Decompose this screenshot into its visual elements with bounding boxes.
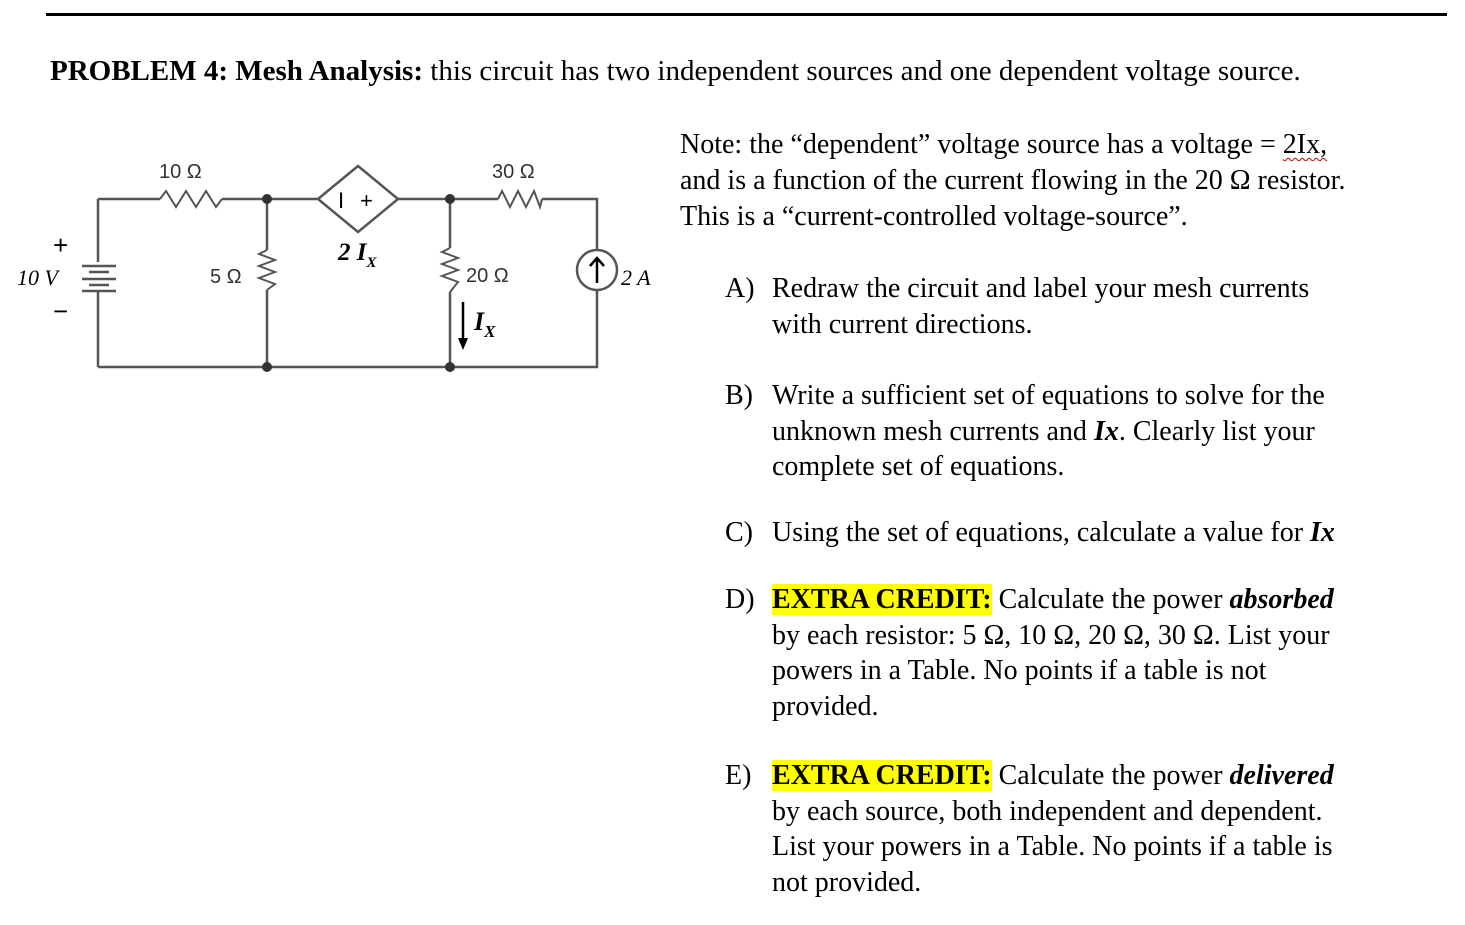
label-ix: $I_X$ xyxy=(474,307,496,341)
wire-top-right xyxy=(542,199,597,250)
note-line-3: This is a “current-controlled voltage-source”. xyxy=(680,201,1188,232)
note-block xyxy=(680,127,1450,235)
extra-credit-highlight-e: EXTRA CREDIT: xyxy=(772,760,992,791)
label-30-ohm: 30 Ω xyxy=(492,161,535,183)
problem-topic: Mesh Analysis: xyxy=(235,55,424,87)
dependent-expression: 2Ix, xyxy=(1282,129,1328,160)
label-minus: − xyxy=(53,296,69,326)
resistor-30-ohm xyxy=(498,191,542,207)
problem-number: PROBLEM 4: xyxy=(50,55,229,87)
label-plus: + xyxy=(53,230,69,260)
extra-credit-highlight-d: EXTRA CREDIT: xyxy=(772,584,992,615)
dep-plus-sign: + xyxy=(360,188,373,213)
note-line-2: and is a function of the current flowing in the 20 Ω resistor. xyxy=(680,165,1346,196)
battery-10v xyxy=(82,266,116,291)
resistor-10-ohm xyxy=(160,191,222,207)
question-d-letter: D) xyxy=(725,584,755,615)
wire-right xyxy=(98,290,597,367)
question-c-letter: C) xyxy=(725,517,753,548)
label-2a: 2 A xyxy=(621,265,651,290)
resistor-20-ohm xyxy=(442,248,458,292)
label-10-ohm: 10 Ω xyxy=(159,161,202,183)
note-line-1: Note: the “dependent” voltage source has a voltage = 2Ix, xyxy=(680,129,1328,160)
circuit-diagram xyxy=(0,140,680,380)
label-5-ohm: 5 Ω xyxy=(210,266,242,288)
question-b-letter: B) xyxy=(725,380,753,411)
dependent-voltage-source xyxy=(318,166,398,232)
question-a-letter: A) xyxy=(725,273,755,304)
label-10v: 10 V xyxy=(17,265,58,290)
resistor-5-ohm xyxy=(259,250,275,290)
problem-title xyxy=(50,55,1301,88)
problem-description: this circuit has two independent sources and one dependent voltage source. xyxy=(430,55,1301,87)
label-20-ohm: 20 Ω xyxy=(466,265,509,287)
label-dep-value: 2 $I_X$ xyxy=(338,239,377,271)
top-rule xyxy=(46,13,1447,16)
dep-minus-sign: I xyxy=(338,188,345,213)
question-e-letter: E) xyxy=(725,760,752,791)
